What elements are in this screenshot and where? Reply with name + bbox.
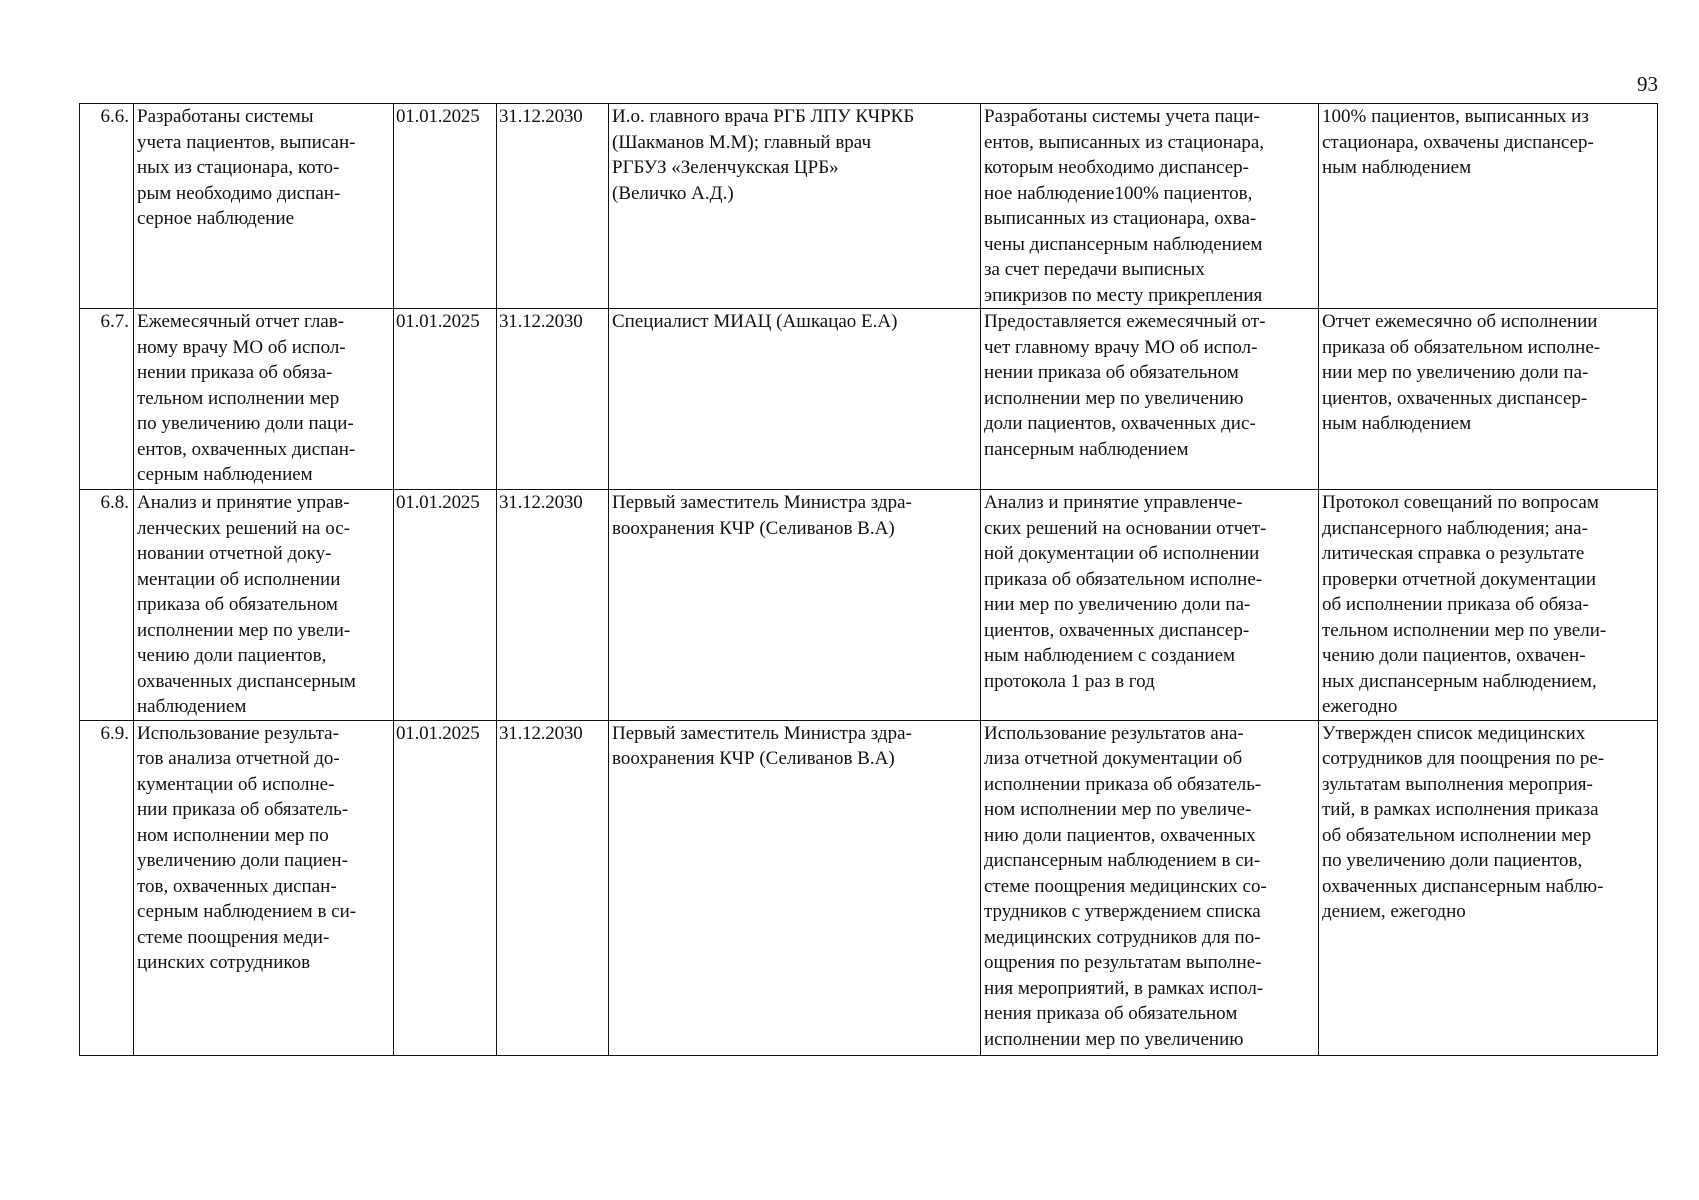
result-text: Утвержден список медицинских сотрудников для поощрения по ре- зультатам выполнения мероприя- тий, в рамках исполнения приказа об обязательном исполнении мер по увеличению доли пациентов, охваченных диспансерным наблю- дением, ежегодно bbox=[1322, 722, 1605, 922]
result-text: 100% пациентов, выписанных из стационара, охвачены диспансер- ным наблюдением bbox=[1322, 106, 1594, 178]
event-text: Использование результа- тов анализа отчетной до- кументации об исполне- нии приказа об обязатель- ном исполнении мер по увеличению доли пациен- тов, охваченных диспан- серным наблюдением в си- стеме поощрения меди- цинских сотрудников bbox=[137, 722, 357, 973]
end-date: 31.12.2030 bbox=[497, 309, 609, 490]
page-number: 93 bbox=[1637, 72, 1658, 96]
measures-table bbox=[79, 103, 1658, 1056]
event-text: Анализ и принятие управ- ленческих решений на ос- новании отчетной доку- ментации об исполнении приказа об обязательном исполнении мер по увели- чению доли пациентов, охваченных диспансерным наблюдением bbox=[137, 492, 356, 717]
result-text: Отчет ежемесячно об исполнении приказа об обязательном исполне- нии мер по увеличению доли па- циентов, охваченных диспансер- ным наблюдением bbox=[1322, 311, 1601, 434]
responsible-cell bbox=[609, 309, 981, 490]
responsible-text: Специалист МИАЦ (Ашкацао Е.А) bbox=[612, 311, 898, 332]
start-date: 01.01.2025 bbox=[394, 309, 497, 490]
responsible-cell bbox=[609, 720, 981, 1055]
responsible-cell bbox=[609, 104, 981, 309]
characteristic-cell bbox=[981, 104, 1319, 309]
item-number: 6.6. bbox=[80, 104, 134, 309]
event-text: Ежемесячный отчет глав- ному врачу МО об испол- нении приказа об обяза- тельном исполнении мер по увеличению доли паци- ентов, охваченных диспан- серным наблюдением bbox=[137, 311, 356, 485]
end-date: 31.12.2030 bbox=[497, 104, 609, 309]
characteristic-text: Анализ и принятие управленче- ских решений на основании отчет- ной документации об исполнении приказа об обязательном исполне- нии мер по увеличению доли па- циентов, охваченных диспансер- ным наблюдением с созданием протокола 1 раз в год bbox=[984, 492, 1267, 692]
responsible-text: Первый заместитель Министра здра- воохранения КЧР (Селиванов В.А) bbox=[612, 492, 912, 539]
end-date: 31.12.2030 bbox=[497, 490, 609, 721]
responsible-cell bbox=[609, 490, 981, 721]
characteristic-cell bbox=[981, 309, 1319, 490]
result-cell bbox=[1319, 104, 1658, 309]
characteristic-text: Разработаны системы учета паци- ентов, выписанных из стационара, которым необходимо диспансер- ное наблюдение100% пациентов, выписанных из стационара, охва- чены диспансерным наблюдением за счет передачи выписных эпикризов по месту прикрепления bbox=[984, 106, 1265, 306]
event-cell bbox=[134, 720, 394, 1055]
result-cell bbox=[1319, 490, 1658, 721]
result-text: Протокол совещаний по вопросам диспансерного наблюдения; ана- литическая справка о результате проверки отчетной документации об исполнении приказа об обяза- тельном исполнении мер по увели- чению доли пациентов, охвачен- ных диспансерным наблюдением, ежегодно bbox=[1322, 492, 1607, 717]
responsible-text: Первый заместитель Министра здра- воохранения КЧР (Селиванов В.А) bbox=[612, 722, 912, 769]
item-number: 6.9. bbox=[80, 720, 134, 1055]
item-number: 6.8. bbox=[80, 490, 134, 721]
event-cell bbox=[134, 104, 394, 309]
characteristic-cell bbox=[981, 720, 1319, 1055]
event-text: Разработаны системы учета пациентов, выписан- ных из стационара, кото- рым необходимо диспан- серное наблюдение bbox=[137, 106, 356, 229]
start-date: 01.01.2025 bbox=[394, 720, 497, 1055]
table-row bbox=[80, 490, 1658, 721]
characteristic-text: Использование результатов ана- лиза отчетной документации об исполнении приказа об обязатель- ном исполнении мер по увеличе- нию доли пациентов, охваченных диспансерным наблюдением в си- стеме поощрения медицинских со- трудников с утверждением списка медицинских сотрудников для по- ощрения по результатам выполне- ния мероприятий, в рамках испол- нения приказа об обязательном исполнении мер по увеличению bbox=[984, 722, 1267, 1050]
event-cell bbox=[134, 309, 394, 490]
table-row bbox=[80, 720, 1658, 1055]
table-row bbox=[80, 309, 1658, 490]
result-cell bbox=[1319, 309, 1658, 490]
characteristic-cell bbox=[981, 490, 1319, 721]
item-number: 6.7. bbox=[80, 309, 134, 490]
result-cell bbox=[1319, 720, 1658, 1055]
event-cell bbox=[134, 490, 394, 721]
table-row bbox=[80, 104, 1658, 309]
start-date: 01.01.2025 bbox=[394, 490, 497, 721]
characteristic-text: Предоставляется ежемесячный от- чет главному врачу МО об испол- нении приказа об обязательном исполнении мер по увеличению доли пациентов, охваченных дис- пансерным наблюдением bbox=[984, 311, 1266, 460]
start-date: 01.01.2025 bbox=[394, 104, 497, 309]
end-date: 31.12.2030 bbox=[497, 720, 609, 1055]
responsible-text: И.о. главного врача РГБ ЛПУ КЧРКБ (Шакманов М.М); главный врач РГБУЗ «Зеленчукская ЦРБ» (Величко А.Д.) bbox=[612, 106, 915, 204]
